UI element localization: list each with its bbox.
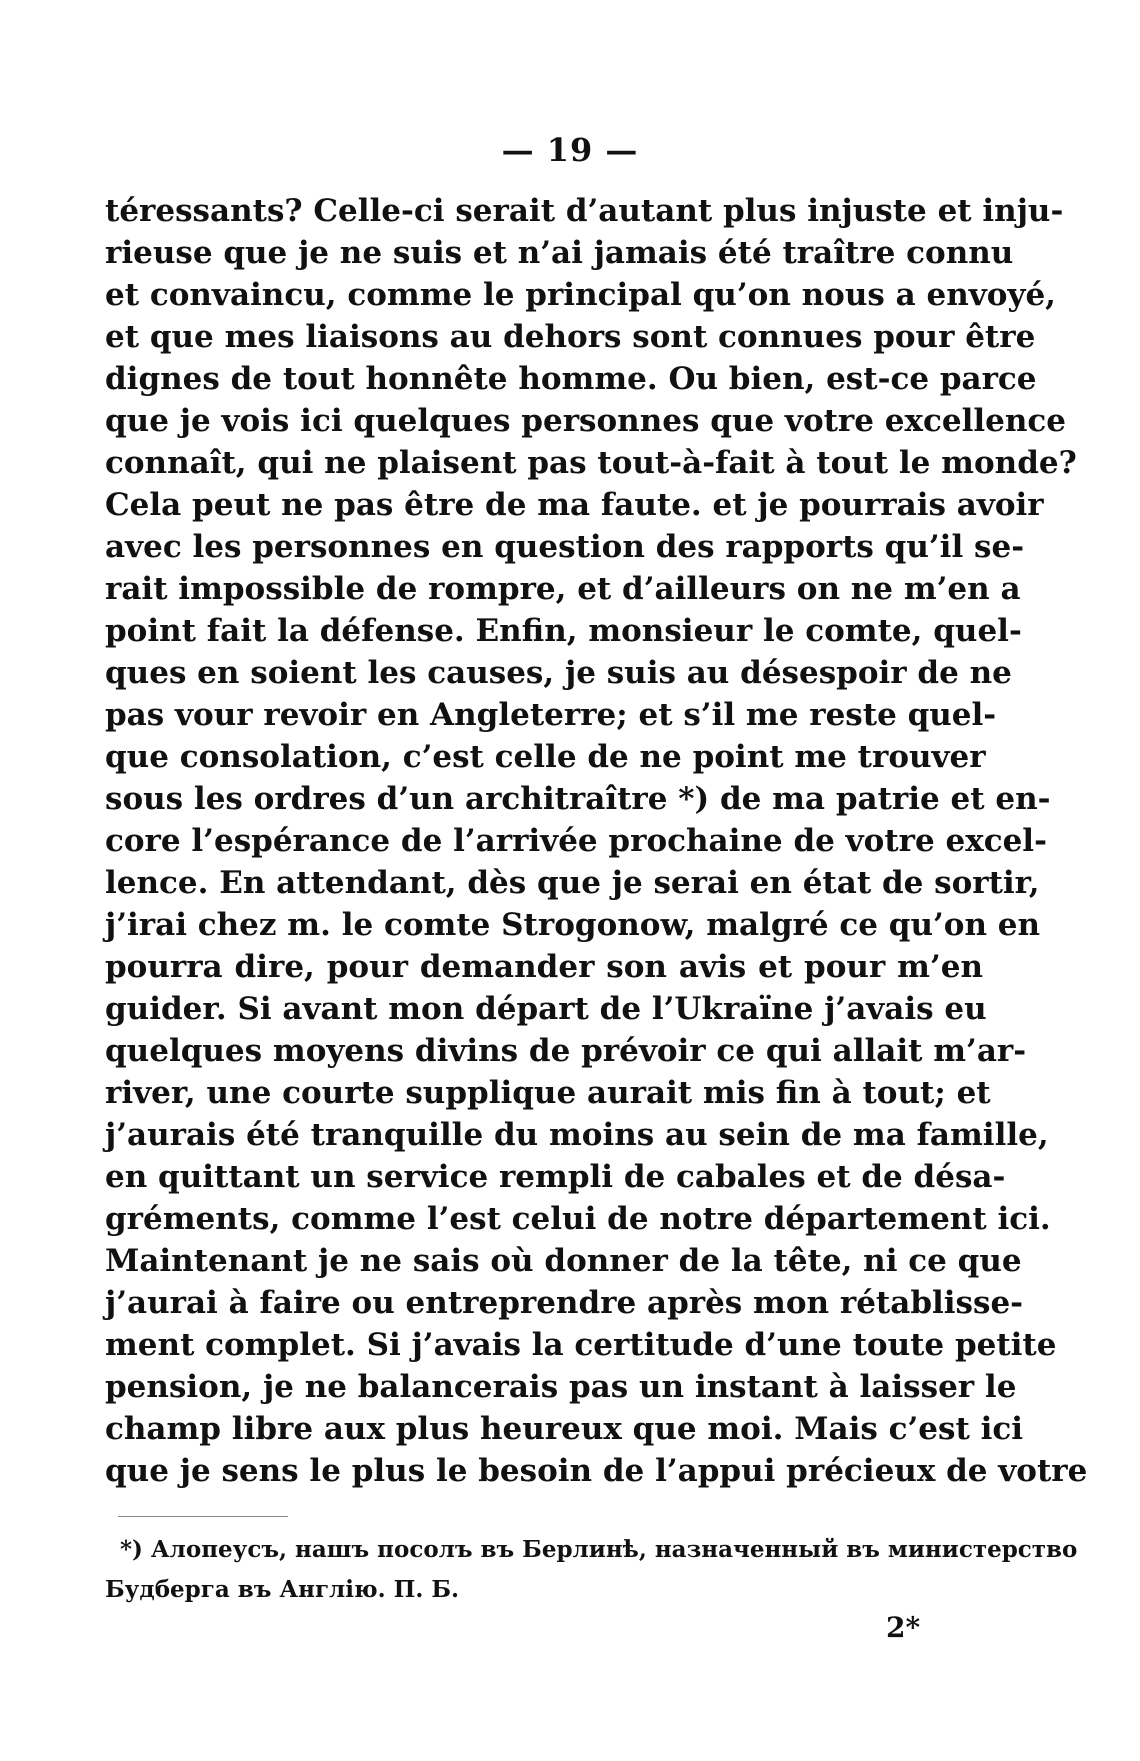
text-line: connaît, qui ne plaisent pas tout-à-fait à tout le monde? [105,445,1077,481]
text-line: Maintenant je ne sais où donner de la tête, ni ce que [105,1243,1022,1279]
text-line: j’aurai à faire ou entreprendre après mon rétablisse- [105,1285,1024,1321]
text-line: core l’espérance de l’arrivée prochaine de votre excel- [105,823,1047,859]
text-line: pas vour revoir en Angleterre; et s’il me reste quel- [105,697,997,733]
text-line: avec les personnes en question des rapports qu’il se- [105,529,1025,565]
text-line: que consolation, c’est celle de ne point me trouver [105,739,986,775]
footnote [105,1530,1078,1610]
text-line: et convaincu, comme le principal qu’on nous a envoyé, [105,277,1056,313]
footnote-rule [118,1516,288,1517]
text-line: ques en soient les causes, je suis au désespoir de ne [105,655,1012,691]
text-line: Cela peut ne pas être de ma faute. et je pourrais avoir [105,487,1044,523]
text-line: gréments, comme l’est celui de notre département ici. [105,1201,1051,1237]
text-line: pension, je ne balancerais pas un instant à laisser le [105,1369,1017,1405]
text-line: point fait la défense. Enfin, monsieur le comte, quel- [105,613,1022,649]
text-line: rait impossible de rompre, et d’ailleurs on ne m’en a [105,571,1021,607]
body-text [105,190,1088,1492]
footnote-line: *) Алопеусъ, нашъ посолъ въ Берлинѣ, назначенный въ министерство [120,1536,1078,1563]
text-line: quelques moyens divins de prévoir ce qui allait m’ar- [105,1033,1027,1069]
text-line: pourra dire, pour demander son avis et pour m’en [105,949,983,985]
text-line: rieuse que je ne suis et n’ai jamais été traître connu [105,235,1014,271]
text-line: que je vois ici quelques personnes que votre excellence [105,403,1066,439]
text-line: et que mes liaisons au dehors sont connues pour être [105,319,1036,355]
text-line: j’aurais été tranquille du moins au sein de ma famille, [105,1117,1049,1153]
footnote-line: Будберга въ Англію. П. Б. [105,1576,460,1603]
text-line: sous les ordres d’un architraître *) de ma patrie et en- [105,781,1051,817]
text-line: lence. En attendant, dès que je serai en état de sortir, [105,865,1040,901]
text-line: guider. Si avant mon départ de l’Ukraïne j’avais eu [105,991,987,1027]
text-line: que je sens le plus le besoin de l’appui précieux de votre [105,1453,1088,1489]
text-line: téressants? Celle-ci serait d’autant plus injuste et inju- [105,193,1064,229]
text-line: champ libre aux plus heureux que moi. Mais c’est ici [105,1411,1024,1447]
text-line: j’irai chez m. le comte Strogonow, malgré ce qu’on en [105,907,1041,943]
text-line: en quittant un service rempli de cabales et de désa- [105,1159,1006,1195]
signature-mark: 2* [886,1611,921,1644]
text-line: dignes de tout honnête homme. Ou bien, est-ce parce [105,361,1037,397]
text-line: river, une courte supplique aurait mis fin à tout; et [105,1075,991,1111]
text-line: ment complet. Si j’avais la certitude d’une toute petite [105,1327,1057,1363]
page-number: — 19 — [501,131,639,169]
